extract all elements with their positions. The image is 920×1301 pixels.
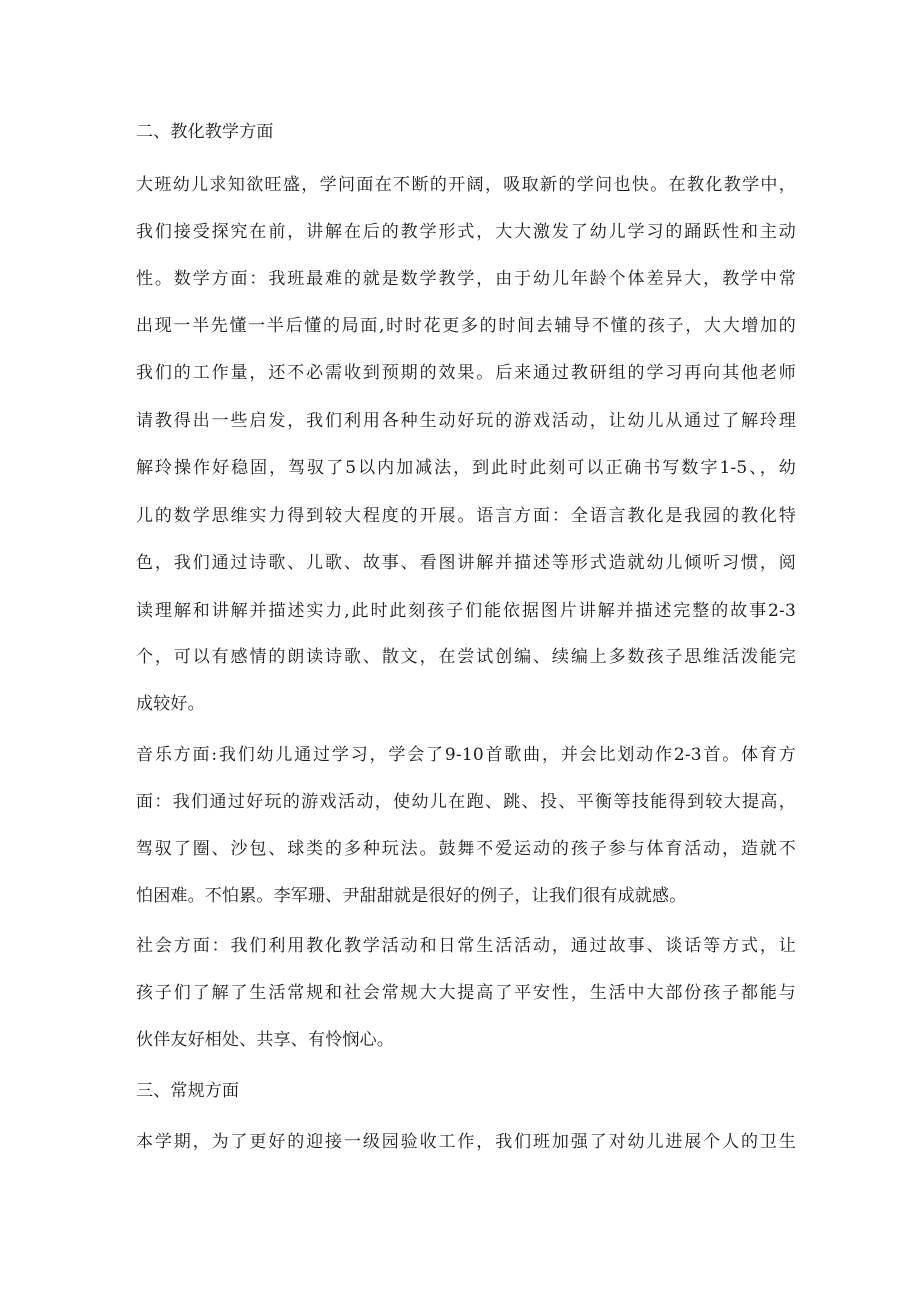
section-heading: 三、常规方面 xyxy=(136,1081,240,1101)
paragraph-line: 音乐方面:我们幼儿通过学习，学会了9-10首歌曲，并会比划动作2-3首。体育方 xyxy=(136,745,796,765)
paragraph-line: 大班幼儿求知欲旺盛，学问面在不断的开阔，吸取新的学问也快。在教化教学中， xyxy=(136,175,796,195)
paragraph-line: 成较好。 xyxy=(136,694,205,714)
paragraph-line: 请教得出一些启发，我们利用各种生动好玩的游戏活动，让幼儿从通过了解玲理 xyxy=(136,411,796,431)
paragraph-line: 本学期，为了更好的迎接一级园验收工作，我们班加强了对幼儿进展个人的卫生 xyxy=(136,1132,796,1152)
paragraph-line: 怕困难。不怕累。李军珊、尹甜甜就是很好的例子，让我们很有成就感。 xyxy=(136,886,687,906)
paragraph-line: 面：我们通过好玩的游戏活动，使幼儿在跑、跳、投、平衡等技能得到较大提高， xyxy=(136,792,796,812)
paragraph-line: 我们接受探究在前，讲解在后的教学形式，大大激发了幼儿学习的踊跃性和主动 xyxy=(136,222,796,242)
paragraph-line: 社会方面：我们利用教化教学活动和日常生活活动，通过故事、谈话等方式，让 xyxy=(136,936,796,956)
paragraph-line: 解玲操作好稳固，驾驭了5以内加减法，到此时此刻可以正确书写数字1-5、，幼 xyxy=(136,458,796,478)
paragraph-line: 色，我们通过诗歌、儿歌、故事、看图讲解并描述等形式造就幼儿倾听习惯，阅 xyxy=(136,553,796,573)
paragraph-line: 伙伴友好相处、共享、有怜悯心。 xyxy=(136,1030,394,1050)
paragraph-line: 驾驭了圈、沙包、球类的多种玩法。鼓舞不爱运动的孩子参与体育活动，造就不 xyxy=(136,839,796,859)
paragraph-line: 孩子们了解了生活常规和社会常规大大提高了平安性，生活中大部份孩子都能与 xyxy=(136,983,796,1003)
paragraph-line: 个，可以有感情的朗读诗歌、散文，在尝试创编、续编上多数孩子思维活泼能完 xyxy=(136,647,796,667)
paragraph-line: 儿的数学思维实力得到较大程度的开展。语言方面：全语言教化是我园的教化特 xyxy=(136,506,796,526)
paragraph-line: 读理解和讲解并描述实力,此时此刻孩子们能依据图片讲解并描述完整的故事2-3 xyxy=(136,601,796,621)
paragraph-line: 我们的工作量，还不必需收到预期的效果。后来通过教研组的学习再向其他老师 xyxy=(136,363,796,383)
paragraph-line: 性。数学方面：我班最难的就是数学教学，由于幼儿年龄个体差异大，教学中常 xyxy=(136,269,796,289)
paragraph-line: 出现一半先懂一半后懂的局面,时时花更多的时间去辅导不懂的孩子，大大增加的 xyxy=(136,316,796,336)
section-heading: 二、教化教学方面 xyxy=(136,122,274,142)
